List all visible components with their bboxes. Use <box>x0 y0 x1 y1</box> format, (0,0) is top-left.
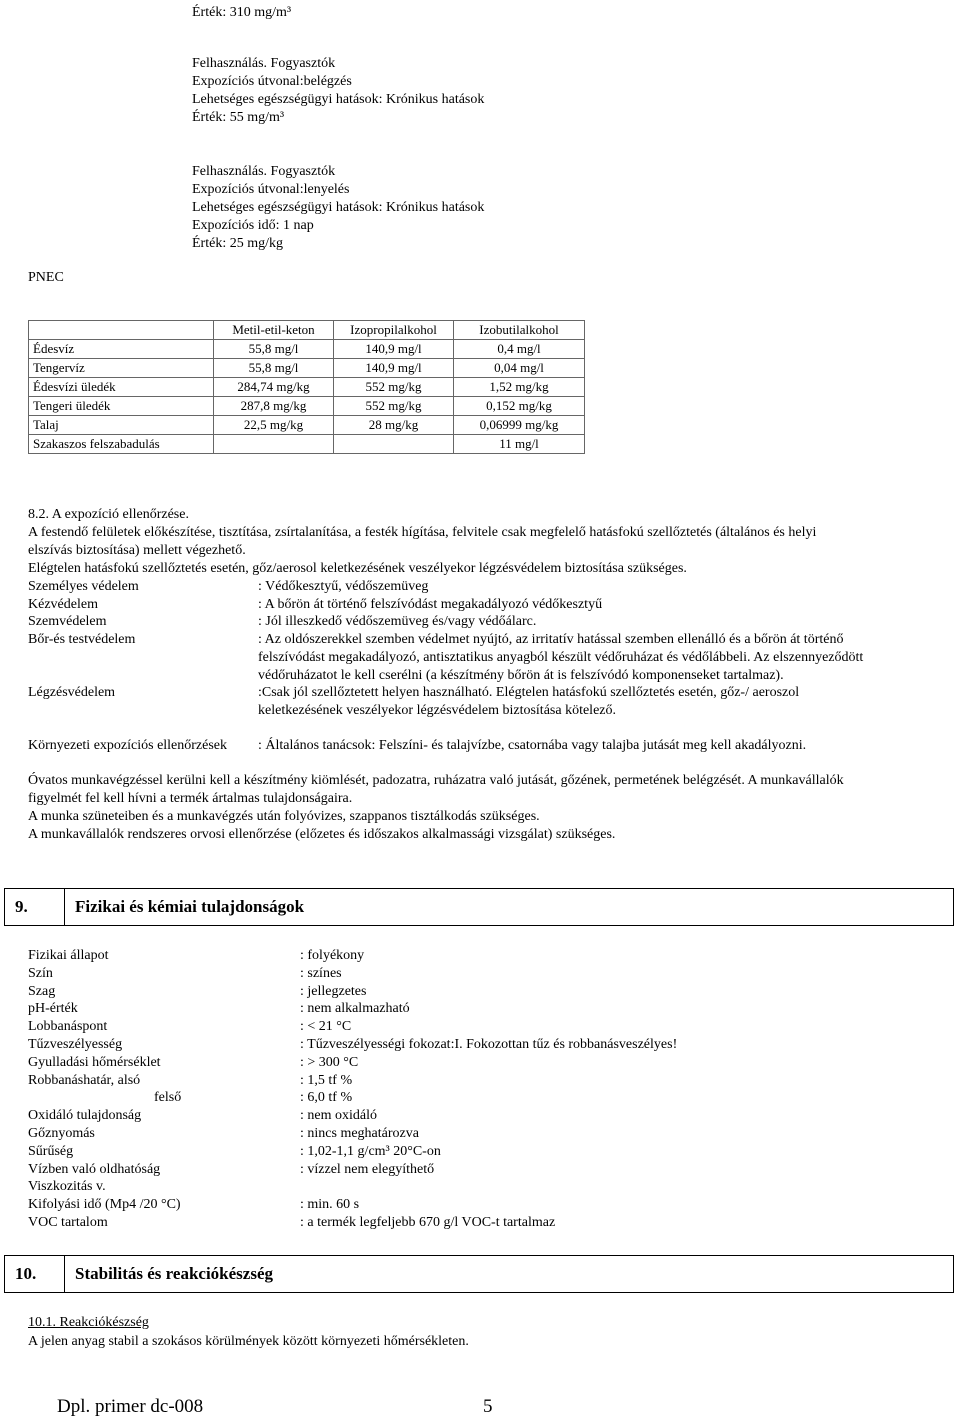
table-row <box>29 416 585 435</box>
table-cell: 0,06999 mg/kg <box>454 416 585 435</box>
table-cell: Talaj <box>29 416 214 435</box>
property-name: Gőznyomás <box>28 1125 95 1141</box>
table-cell: 11 mg/l <box>454 435 585 454</box>
item-value: : Az oldószerekkel szemben védelmet nyújtó, az irritatív hatással szemben ellenálló és a bőrön át történő <box>258 632 844 647</box>
section-10-header <box>4 1255 954 1293</box>
table-cell: 284,74 mg/kg <box>214 378 334 397</box>
property-name: Gyulladási hőmérséklet <box>28 1054 161 1070</box>
property-name: Szag <box>28 983 56 999</box>
item-value: : Általános tanácsok: Felszíni- és talajvízbe, csatornába vagy talajba jutását meg kell akadályozni. <box>258 738 807 753</box>
property-value: : 1,02-1,1 g/cm³ 20°C-on <box>300 1143 441 1159</box>
exposure-block-ingestion <box>192 163 484 253</box>
property-value: : Tűzveszélyességi fokozat:I. Fokozottan tűz és robbanásveszélyes! <box>300 1036 678 1052</box>
item-label: Kézvédelem <box>28 597 98 612</box>
footer-document-id: Dpl. primer dc-008 <box>57 1396 204 1417</box>
property-name: Sűrűség <box>28 1143 74 1159</box>
text-line: Expozíciós idő: 1 nap <box>192 218 314 233</box>
item-label: Szemvédelem <box>28 614 107 629</box>
pnec-label: PNEC <box>28 270 64 285</box>
section-8-2-heading: 8.2. A expozíció ellenőrzése. <box>28 507 189 522</box>
item-label: Bőr-és testvédelem <box>28 632 136 647</box>
table-cell: 0,04 mg/l <box>454 359 585 378</box>
text-line: Lehetséges egészségügyi hatások: Krónikus hatások <box>192 92 485 107</box>
property-value: : jellegzetes <box>300 983 367 999</box>
item-label: Személyes védelem <box>28 579 139 594</box>
property-name: Oxidáló tulajdonság <box>28 1108 142 1124</box>
property-value: : min. 60 s <box>300 1197 360 1213</box>
table-cell: 552 mg/kg <box>334 397 454 416</box>
table-row <box>29 359 585 378</box>
property-name: Szín <box>28 965 53 981</box>
property-value: : nem oxidáló <box>300 1108 377 1124</box>
table-cell: 0,152 mg/kg <box>454 397 585 416</box>
table-cell: 140,9 mg/l <box>334 340 454 359</box>
property-name: Vízben való oldhatóság <box>28 1161 161 1177</box>
table-cell: 22,5 mg/kg <box>214 416 334 435</box>
section-number: 10. <box>5 1256 65 1292</box>
section-9-header <box>4 888 954 926</box>
table-cell <box>334 435 454 454</box>
text-line: Érték: 25 mg/kg <box>192 236 283 251</box>
page-number: 5 <box>483 1396 493 1417</box>
subsection-text: A jelen anyag stabil a szokásos körülmények között környezeti hőmérsékleten. <box>28 1334 469 1349</box>
property-value: : 1,5 tf % <box>300 1072 353 1088</box>
item-value: védőruházatot le kell cserélni (a készítmény bőrön át is felszívódó komponenseket tartalmaz). <box>258 668 784 683</box>
table-row <box>29 340 585 359</box>
property-value: : vízzel nem elegyíthető <box>300 1161 435 1177</box>
table-cell <box>214 435 334 454</box>
table-row <box>29 378 585 397</box>
section-number: 9. <box>5 889 65 925</box>
property-name: Viszkozitás v. <box>28 1179 106 1195</box>
property-name: Robbanáshatár, alsó <box>28 1072 141 1088</box>
table-cell: Édesvízi üledék <box>29 378 214 397</box>
section-title: Fizikai és kémiai tulajdonságok <box>75 897 305 916</box>
table-cell: 287,8 mg/kg <box>214 397 334 416</box>
text-line: Felhasználás. Fogyasztók <box>192 164 336 179</box>
paragraph-line: A festendő felületek előkészítése, tisztítása, zsírtalanítása, a festék hígítása, felvitele csak megfelelő hatásfokú szellőztetés (általános és helyi <box>28 525 817 540</box>
table-cell: 140,9 mg/l <box>334 359 454 378</box>
table-cell: Tengeri üledék <box>29 397 214 416</box>
property-value: : színes <box>300 965 342 981</box>
item-value: : Védőkesztyű, védőszemüveg <box>258 579 429 594</box>
property-value: : nincs meghatározva <box>300 1125 419 1141</box>
section-title: Stabilitás és reakciókészség <box>75 1264 274 1283</box>
text-line: Érték: 55 mg/m³ <box>192 110 285 125</box>
table-cell: Édesvíz <box>29 340 214 359</box>
table-row <box>29 435 585 454</box>
property-name: felső <box>154 1090 182 1106</box>
text-line: A munka szüneteiben és a munkavégzés után folyóvizes, szappanos tisztálkodás szükséges. <box>28 809 540 824</box>
item-value: :Csak jól szellőztetett helyen használható. Elégtelen hatásfokú szellőztetés esetén, gőz-/ aeroszol <box>258 685 800 700</box>
table-cell: 552 mg/kg <box>334 378 454 397</box>
text-line: Expozíciós útvonal:lenyelés <box>192 182 350 197</box>
table-cell: Tengervíz <box>29 359 214 378</box>
table-cell: Szakaszos felszabadulás <box>29 435 214 454</box>
property-name: VOC tartalom <box>28 1214 108 1230</box>
text-line: A munkavállalók rendszeres orvosi ellenőrzése (előzetes és időszakos alkalmassági vizsgálat) szükséges. <box>28 827 616 842</box>
property-value: : < 21 °C <box>300 1019 352 1035</box>
workplace-advice <box>28 772 844 844</box>
item-label: Légzésvédelem <box>28 685 116 700</box>
table-header-cell: Metil-etil-keton <box>214 321 334 340</box>
property-value: : folyékony <box>300 948 365 963</box>
table-cell: 1,52 mg/kg <box>454 378 585 397</box>
property-name: Kifolyási idő (Mp4 /20 °C) <box>28 1197 181 1213</box>
property-value: : > 300 °C <box>300 1054 359 1070</box>
table-cell: 0,4 mg/l <box>454 340 585 359</box>
table-header-row <box>29 321 585 340</box>
text-line: Lehetséges egészségügyi hatások: Krónikus hatások <box>192 200 485 215</box>
text-line: Expozíciós útvonal:belégzés <box>192 74 352 89</box>
table-cell: 28 mg/kg <box>334 416 454 435</box>
property-name: Fizikai állapot <box>28 948 109 963</box>
property-name: Lobbanáspont <box>28 1019 108 1035</box>
text-line: Felhasználás. Fogyasztók <box>192 56 336 71</box>
exposure-block-inhalation <box>192 55 484 127</box>
table-cell: 55,8 mg/l <box>214 359 334 378</box>
subsection-heading: 10.1. Reakciókészség <box>28 1315 149 1330</box>
table-cell: 55,8 mg/l <box>214 340 334 359</box>
table-header-cell: Izobutilalkohol <box>454 321 585 340</box>
item-value: felszívódást megakadályozó, antisztatikus anyagból készült védőruházat és védőlábbeli. Az elszennyeződött <box>258 650 864 665</box>
item-value: : A bőrön át történő felszívódást megakadályozó védőkesztyű <box>258 597 603 612</box>
text-line: figyelmét fel kell hívni a termék ártalmas tulajdonságaira. <box>28 791 353 806</box>
property-name: Tűzveszélyesség <box>28 1036 123 1052</box>
property-value: : 6,0 tf % <box>300 1090 353 1106</box>
table-header-cell <box>29 321 214 340</box>
property-value: : nem alkalmazható <box>300 1001 410 1017</box>
table-header-cell: Izopropilalkohol <box>334 321 454 340</box>
item-value: keletkezésének veszélyekor légzésvédelem biztosítása kötelező. <box>258 703 616 718</box>
pnec-table <box>28 320 585 454</box>
item-label: Környezeti expozíciós ellenőrzések <box>28 738 228 753</box>
paragraph-line: Elégtelen hatásfokú szellőztetés esetén, gőz/aerosol keletkezésének veszélyekor légzésvédelem biztosítása szükséges. <box>28 561 687 576</box>
text-line: Óvatos munkavégzéssel kerülni kell a készítmény kiömlését, padozatra, ruházatra való jutását, gőzének, permetének belégzését. A munkavállalók <box>28 773 844 788</box>
table-row <box>29 397 585 416</box>
item-value: : Jól illeszkedő védőszemüveg és/vagy védőálarc. <box>258 614 537 629</box>
property-value: : a termék legfeljebb 670 g/l VOC-t tartalmaz <box>300 1214 556 1230</box>
property-name: pH-érték <box>28 1001 78 1017</box>
value-line: Érték: 310 mg/m³ <box>192 5 292 20</box>
paragraph-line: elszívás biztosítása) mellett végezhető. <box>28 543 246 558</box>
